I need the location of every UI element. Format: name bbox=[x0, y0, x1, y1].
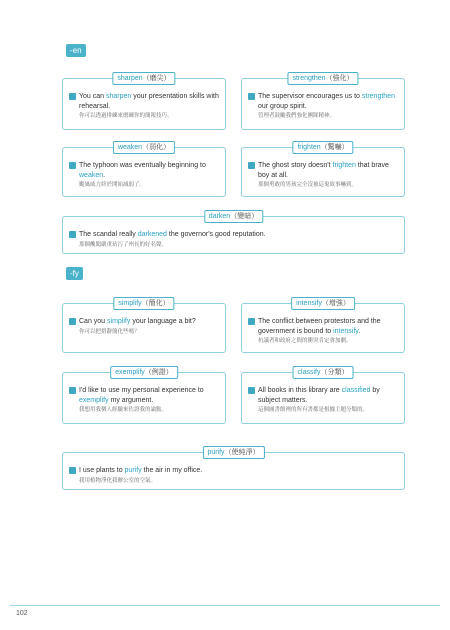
highlighted-word: weaken bbox=[79, 171, 104, 179]
vocab-card-exemplify bbox=[62, 369, 226, 424]
bullet-square-icon bbox=[69, 318, 76, 325]
vocab-word: simplify bbox=[118, 300, 142, 307]
section-tag-en: -en bbox=[66, 44, 86, 57]
word-label bbox=[291, 297, 355, 310]
vocab-word: weaken bbox=[117, 144, 143, 151]
section-tag-fy: -fy bbox=[66, 267, 83, 280]
highlighted-word: classified bbox=[341, 387, 371, 394]
vocab-card-simplify bbox=[62, 300, 226, 353]
vocab-pos: （使純淨） bbox=[224, 449, 260, 456]
chinese-translation: 我想用我個人經驗來佐證我的論點。 bbox=[79, 407, 168, 413]
vocab-pos: （磨尖） bbox=[142, 75, 171, 82]
vocab-pos: （例證） bbox=[144, 369, 173, 376]
chinese-translation: 那個醜聞嚴重玷污了州長的好名聲。 bbox=[79, 241, 168, 248]
bullet-square-icon bbox=[248, 387, 255, 394]
example-sentence: You can sharpen your presentation skills with rehearsal. bbox=[69, 92, 219, 111]
vocab-word: frighten bbox=[297, 144, 321, 151]
example-sentence: The conflict between protestors and the government is bound to intensify. bbox=[248, 317, 398, 336]
word-label bbox=[113, 141, 175, 154]
vocab-pos: （簡化） bbox=[141, 300, 170, 307]
highlighted-word: sharpen bbox=[106, 93, 132, 100]
highlighted-word: exemplify bbox=[79, 396, 109, 404]
bullet-square-icon bbox=[248, 318, 255, 325]
chinese-translation: 我用植物淨化我辦公室的空氣。 bbox=[79, 477, 157, 484]
vocab-word: sharpen bbox=[117, 75, 143, 82]
vocab-pos: （增強） bbox=[321, 300, 350, 307]
example-sentence: The scandal really darkened the governor's good reputation. bbox=[69, 230, 398, 240]
vocab-word: purify bbox=[207, 449, 225, 456]
chinese-translation: 你可以透過排練來磨練你的簡報技巧。 bbox=[79, 113, 173, 119]
word-label bbox=[292, 141, 353, 154]
vocab-card-classify bbox=[241, 369, 405, 424]
vocab-word: exemplify bbox=[115, 369, 145, 376]
bullet-square-icon bbox=[69, 231, 76, 238]
vocab-card-strengthen bbox=[241, 75, 405, 130]
bullet-square-icon bbox=[69, 387, 76, 394]
example-sentence: I use plants to purify the air in my office. bbox=[69, 466, 398, 476]
vocab-pos: （變暗） bbox=[230, 213, 259, 220]
highlighted-word: purify bbox=[124, 467, 142, 474]
footer-divider bbox=[10, 605, 440, 606]
page-number: 102 bbox=[16, 610, 28, 617]
vocab-card-frighten bbox=[241, 144, 405, 197]
vocab-word: darken bbox=[208, 213, 231, 220]
word-label bbox=[110, 366, 178, 379]
bullet-square-icon bbox=[69, 162, 76, 169]
vocab-card-darken bbox=[62, 213, 405, 254]
example-sentence: The ghost story doesn't frighten that brave boy at all. bbox=[248, 161, 398, 180]
example-sentence: The supervisor encourages us to strengthen our group spirit. bbox=[248, 92, 398, 111]
vocab-card-sharpen bbox=[62, 75, 226, 130]
highlighted-word: darkened bbox=[137, 231, 167, 238]
example-sentence: Can you simplify your language a bit? bbox=[69, 317, 219, 327]
highlighted-word: strengthen bbox=[361, 93, 395, 100]
example-sentence: I'd like to use my personal experience to exemplify my argument. bbox=[69, 386, 219, 405]
example-sentence: The typhoon was eventually beginning to weaken. bbox=[69, 161, 219, 180]
vocab-word: intensify bbox=[296, 300, 322, 307]
bullet-square-icon bbox=[69, 467, 76, 474]
highlighted-word: simplify bbox=[107, 318, 131, 325]
word-label bbox=[293, 366, 354, 379]
word-label bbox=[287, 72, 358, 85]
chinese-translation: 你可以把措辭簡化些嗎？ bbox=[79, 328, 140, 335]
vocab-card-weaken bbox=[62, 144, 226, 197]
chinese-translation: 那個勇敢的男孩完全沒被這鬼故事嚇到。 bbox=[258, 182, 358, 188]
vocab-pos: （弱化） bbox=[142, 144, 171, 151]
vocab-pos: （強化） bbox=[325, 75, 354, 82]
example-sentence: All books in this library are classified by subject matters. bbox=[248, 386, 398, 405]
bullet-square-icon bbox=[248, 93, 255, 100]
chinese-translation: 颱風威力終於開始減弱了。 bbox=[79, 182, 146, 188]
chinese-translation: 這個圖書館裡的所有書都是根據主題分類的。 bbox=[258, 407, 369, 413]
vocab-word: strengthen bbox=[292, 75, 326, 82]
bullet-square-icon bbox=[248, 162, 255, 169]
word-label bbox=[202, 446, 264, 459]
vocab-card-intensify bbox=[241, 300, 405, 353]
bullet-square-icon bbox=[69, 93, 76, 100]
word-label bbox=[113, 297, 174, 310]
word-label bbox=[112, 72, 175, 85]
vocab-word: classify bbox=[297, 369, 321, 376]
vocab-pos: （分類） bbox=[320, 369, 349, 376]
chinese-translation: 抗議者和政府之間的衝突肯定會加劇。 bbox=[258, 338, 352, 344]
vocab-card-purify bbox=[62, 449, 405, 490]
highlighted-word: intensify bbox=[333, 327, 359, 335]
chinese-translation: 管理者鼓勵我們強化團隊精神。 bbox=[258, 113, 336, 119]
highlighted-word: frighten bbox=[332, 162, 356, 169]
vocab-pos: （驚嚇） bbox=[320, 144, 349, 151]
word-label bbox=[204, 210, 263, 223]
